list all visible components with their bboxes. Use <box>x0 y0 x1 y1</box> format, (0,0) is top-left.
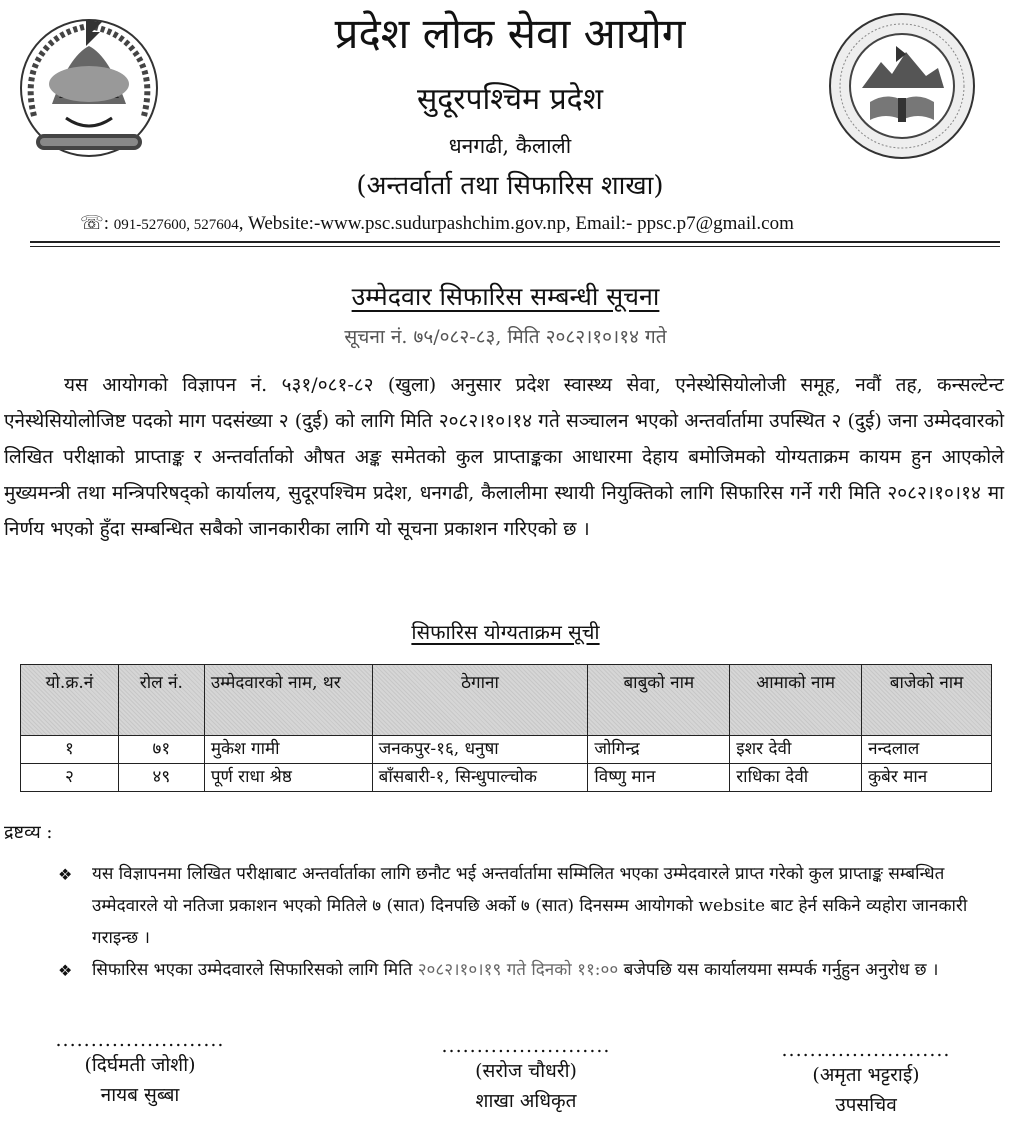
signature-line: ........................ <box>55 1029 225 1051</box>
list-title <box>0 617 1011 647</box>
col-address: ठेगाना <box>372 665 588 736</box>
signature-line: ........................ <box>441 1035 611 1057</box>
office-location: धनगढी, कैलाली <box>448 134 572 158</box>
note-item-1: यस विज्ञापनमा लिखित परीक्षाबाट अन्तर्वार्ताका लागि छनौट भई अन्तर्वार्तामा सम्मिलित भएका उम्मेदवारले प्राप्त गरेको कुल प्राप्ताङ्क सम्बन्धित उम्मेदवारले यो नतिजा प्रकाशन भएको मितिले ७ (सात) दिनपछि अर्को ७ (सात) दिनसम्म आयोगको website बाट हेर्न सकिने व्यहोरा जानकारी गराइन्छ । <box>92 864 968 948</box>
cell-grandfather: कुबेर मान <box>862 764 992 792</box>
cell-roll: ७१ <box>118 736 204 764</box>
signatory-name: (अमृता भट्टराई) <box>812 1064 920 1086</box>
table-header-row <box>21 665 992 736</box>
signatory-designation: नायब सुब्बा <box>100 1084 180 1106</box>
table-row <box>21 736 992 764</box>
notice-title <box>0 280 1011 314</box>
cell-mother: राधिका देवी <box>730 764 862 792</box>
website-email: , Website:-www.psc.sudurpashchim.gov.np, Email:- ppsc.p7@gmail.com <box>238 213 794 234</box>
cell-address: जनकपुर-१६, धनुषा <box>372 736 588 764</box>
notes-heading: द्रष्टव्य : <box>4 822 53 843</box>
header-divider-thin <box>30 246 1000 247</box>
cell-roll: ४९ <box>118 764 204 792</box>
col-father: बाबुको नाम <box>588 665 730 736</box>
diamond-bullet-icon: ❖ <box>58 961 73 980</box>
signature-block-2 <box>396 1036 656 1116</box>
contact-line <box>80 210 1000 239</box>
table-row <box>21 764 992 792</box>
col-name: उम्मेदवारको नाम, थर <box>204 665 372 736</box>
phone-icon: ☏ <box>80 213 104 234</box>
cell-grandfather: नन्दलाल <box>862 736 992 764</box>
phone-prefix: : <box>103 213 114 234</box>
cell-father: जोगिन्द्र <box>588 736 730 764</box>
cell-serial: १ <box>21 736 119 764</box>
signatory-name: (सरोज चौधरी) <box>475 1060 577 1082</box>
note-item-2-date: २०८२।१०।१९ गते दिनको ११:०० <box>417 960 619 980</box>
cell-mother: इशर देवी <box>730 736 862 764</box>
col-mother: आमाको नाम <box>730 665 862 736</box>
signature-block-1 <box>10 1030 270 1110</box>
branch-name: (अन्तर्वार्ता तथा सिफारिस शाखा) <box>356 171 664 201</box>
signatory-designation: उपसचिव <box>835 1094 897 1116</box>
col-roll: रोल नं. <box>118 665 204 736</box>
recommendation-table <box>20 664 992 792</box>
note-item-2 <box>92 954 992 986</box>
cell-serial: २ <box>21 764 119 792</box>
header-divider-thick <box>30 241 1000 243</box>
cell-name: मुकेश गामी <box>204 736 372 764</box>
province-name: सुदूरपश्चिम प्रदेश <box>417 82 603 117</box>
diamond-bullet-icon: ❖ <box>58 865 73 884</box>
signatory-name: (दिर्घमती जोशी) <box>84 1054 196 1076</box>
organization-title: प्रदेश लोक सेवा आयोग <box>334 9 686 58</box>
signature-block-3 <box>736 1040 996 1120</box>
list-title-text: सिफारिस योग्यताक्रम सूची <box>411 620 600 644</box>
signature-line: ........................ <box>781 1039 951 1061</box>
note-item-2-end: बजेपछि यस कार्यालयमा सम्पर्क गर्नुहुन अनुरोध छ । <box>618 960 939 980</box>
notice-body: यस आयोगको विज्ञापन नं. ५३१/०८१-८२ (खुला) अनुसार प्रदेश स्वास्थ्य सेवा, एनेस्थेसियोलोजी समूह, नवौं तह, कन्सल्टेन्ट एनेस्थेसियोलोजिष्ट पदको माग पदसंख्या २ (दुई) को लागि मिति २०८२।१०।१४ गते सञ्चालन भएको अन्तर्वार्तामा उपस्थित २ (दुई) जना उम्मेदवारको लिखित परीक्षाको प्राप्ताङ्क र अन्तर्वार्ताको औषत अङ्क समेतको कुल प्राप्ताङ्कका आधारमा देहाय बमोजिमको योग्यताक्रम कायम हुन आएकोले मुख्यमन्त्री तथा मन्त्रिपरिषद्को कार्यालय, सुदूरपश्चिम प्रदेश, धनगढी, कैलालीमा स्थायी नियुक्तिको लागि सिफारिस गर्ने गरी मिति २०८२।१०।१४ मा निर्णय भएको हुँदा सम्बन्धित सबैको जानकारीका लागि यो सूचना प्रकाशन गरिएको छ । <box>4 374 1004 540</box>
cell-name: पूर्ण राधा श्रेष्ठ <box>204 764 372 792</box>
note-item-2-start: सिफारिस भएका उम्मेदवारले सिफारिसको लागि मिति <box>92 960 418 980</box>
signatory-designation: शाखा अधिकृत <box>475 1090 577 1112</box>
cell-address: बाँसबारी-१, सिन्धुपाल्चोक <box>372 764 588 792</box>
notice-title-text: उम्मेदवार सिफारिस सम्बन्धी सूचना <box>351 282 660 311</box>
phone-numbers: 091-527600, 527604 <box>113 217 239 233</box>
col-grandfather: बाजेको नाम <box>862 665 992 736</box>
nepal-government-emblem-icon <box>14 6 164 164</box>
notice-reference: सूचना नं. ७५/०८२-८३, मिति २०८२।१०।१४ गते <box>344 326 667 348</box>
cell-father: विष्णु मान <box>588 764 730 792</box>
col-serial: यो.क्र.नं <box>21 665 119 736</box>
